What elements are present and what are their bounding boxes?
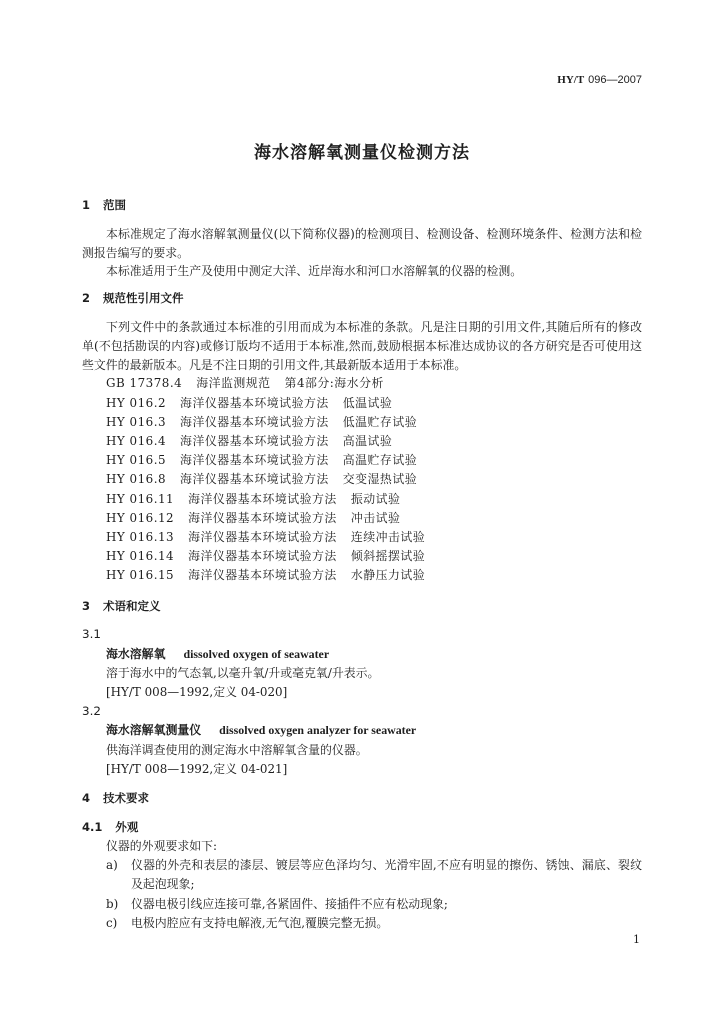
term-source: [HY/T 008—1992,定义 04-020] <box>106 685 288 700</box>
section-heading-scope <box>82 196 642 215</box>
reference-part: 交变湿热试验 <box>342 472 418 487</box>
reference-title: 海洋仪器基本环境试验方法 <box>180 395 329 410</box>
reference-list <box>82 374 642 585</box>
reference-title: 海洋仪器基本环境试验方法 <box>188 530 337 544</box>
reference-code: HY 016.15 <box>106 568 175 583</box>
reference-part: 第4部分:海水分析 <box>284 376 384 391</box>
reference-part: 低温试验 <box>342 395 393 410</box>
reference-title: 海洋仪器基本环境试验方法 <box>188 491 337 506</box>
item-label: a) <box>106 858 118 873</box>
reference-title: 海洋仪器基本环境试验方法 <box>188 549 337 564</box>
page-header <box>557 73 642 87</box>
reference-part: 冲击试验 <box>350 510 401 525</box>
reference-part: 低温贮存试验 <box>342 414 418 429</box>
reference-item <box>106 394 642 413</box>
section-title: 技术要求 <box>103 791 150 806</box>
reference-code: HY 016.11 <box>106 491 175 506</box>
reference-title: 海洋仪器基本环境试验方法 <box>180 414 329 429</box>
reference-code: HY 016.3 <box>106 414 167 429</box>
reference-item <box>106 566 642 585</box>
reference-part: 高温贮存试验 <box>342 453 418 468</box>
requirements-intro: 仪器的外观要求如下: <box>106 839 218 854</box>
term-chinese: 海水溶解氧 <box>106 646 166 661</box>
subsection-number: 4.1 <box>82 819 103 834</box>
section-heading-terms-definitions <box>82 597 642 616</box>
section-title: 术语和定义 <box>103 598 161 613</box>
terms-list <box>82 625 642 779</box>
term-number: 3.1 <box>82 627 101 642</box>
reference-item <box>106 470 642 489</box>
section-heading-normative-references <box>82 289 642 308</box>
reference-code: HY 016.4 <box>106 433 167 448</box>
subsection-title: 外观 <box>115 819 139 834</box>
section-number: 3 <box>82 598 91 613</box>
reference-code: HY 016.14 <box>106 549 175 564</box>
reference-part: 振动试验 <box>350 491 401 506</box>
term-english: dissolved oxygen analyzer for seawater <box>219 723 417 738</box>
document-title: 海水溶解氧测量仪检测方法 <box>254 143 470 163</box>
page-number: 1 <box>633 933 640 946</box>
reference-item <box>106 432 642 451</box>
item-label: b) <box>106 896 119 911</box>
requirement-item <box>82 856 642 894</box>
reference-item <box>106 374 642 393</box>
reference-part: 连续冲击试验 <box>350 530 426 544</box>
section-number: 4 <box>82 791 91 806</box>
reference-item <box>106 528 642 547</box>
term-number: 3.2 <box>82 704 101 719</box>
scope-paragraph: 本标准适用于生产及使用中测定大洋、近岸海水和河口水溶解氧的仪器的检测。 <box>106 264 523 279</box>
subsection-appearance <box>82 818 642 933</box>
reference-code: HY 016.5 <box>106 453 167 468</box>
item-label: c) <box>106 915 118 930</box>
requirement-item <box>82 895 642 914</box>
reference-item <box>106 509 642 528</box>
section-number: 1 <box>82 198 91 212</box>
reference-title: 海洋监测规范 <box>196 376 271 391</box>
scope-paragraph: 本标准规定了海水溶解氧测量仪(以下简称仪器)的检测项目、检测设备、检测环境条件、检测方法和检测报告编写的要求。 <box>82 226 642 260</box>
reference-part: 倾斜摇摆试验 <box>350 549 426 564</box>
reference-title: 海洋仪器基本环境试验方法 <box>188 568 337 583</box>
standard-code-prefix: HY/T <box>557 74 585 86</box>
reference-part: 高温试验 <box>342 433 393 448</box>
term-definition: 供海洋调查使用的测定海水中溶解氧含量的仪器。 <box>106 742 368 757</box>
section-title: 规范性引用文件 <box>103 291 184 306</box>
term-definition: 溶于海水中的气态氧,以毫升氧/升或毫克氧/升表示。 <box>106 665 380 680</box>
item-text: 电极内腔应有支持电解液,无气泡,覆膜完整无损。 <box>131 915 389 930</box>
reference-title: 海洋仪器基本环境试验方法 <box>180 433 329 448</box>
term-entry <box>82 645 642 664</box>
document-body <box>82 196 642 933</box>
section-number: 2 <box>82 291 91 306</box>
item-text: 仪器电极引线应连接可靠,各紧固件、接插件不应有松动现象; <box>131 896 448 911</box>
reference-title: 海洋仪器基本环境试验方法 <box>180 453 329 468</box>
reference-code: GB 17378.4 <box>106 376 183 391</box>
references-intro-paragraph: 下列文件中的条款通过本标准的引用而成为本标准的条款。凡是注日期的引用文件,其随后所有的修改单(不包括勘误的内容)或修订版均不适用于本标准,然而,鼓励根据本标准达成协议的各方研究是否可使用这些文件的最新版本。凡是不注日期的引用文件,其最新版本适用于本标准。 <box>82 319 642 372</box>
reference-item <box>106 413 642 432</box>
reference-code: HY 016.8 <box>106 472 167 487</box>
item-text: 仪器的外壳和表层的漆层、镀层等应色泽均匀、光滑牢固,不应有明显的擦伤、锈蚀、漏底、裂纹及起泡现象; <box>131 858 642 892</box>
reference-part: 水静压力试验 <box>350 568 426 583</box>
reference-item <box>106 490 642 509</box>
reference-item <box>106 547 642 566</box>
reference-code: HY 016.2 <box>106 395 167 410</box>
section-title: 范围 <box>103 198 127 212</box>
reference-title: 海洋仪器基本环境试验方法 <box>180 472 329 487</box>
term-entry <box>82 721 642 740</box>
reference-code: HY 016.12 <box>106 510 175 525</box>
term-source: [HY/T 008—1992,定义 04-021] <box>106 761 288 776</box>
requirement-item <box>82 914 642 933</box>
term-english: dissolved oxygen of seawater <box>183 646 330 661</box>
section-heading-technical-requirements <box>82 789 642 808</box>
reference-item <box>106 451 642 470</box>
term-chinese: 海水溶解氧测量仪 <box>106 723 202 738</box>
reference-code: HY 016.13 <box>106 530 175 544</box>
reference-title: 海洋仪器基本环境试验方法 <box>188 510 337 525</box>
subsection-heading <box>82 818 642 837</box>
standard-code-number: 096—2007 <box>588 74 642 86</box>
